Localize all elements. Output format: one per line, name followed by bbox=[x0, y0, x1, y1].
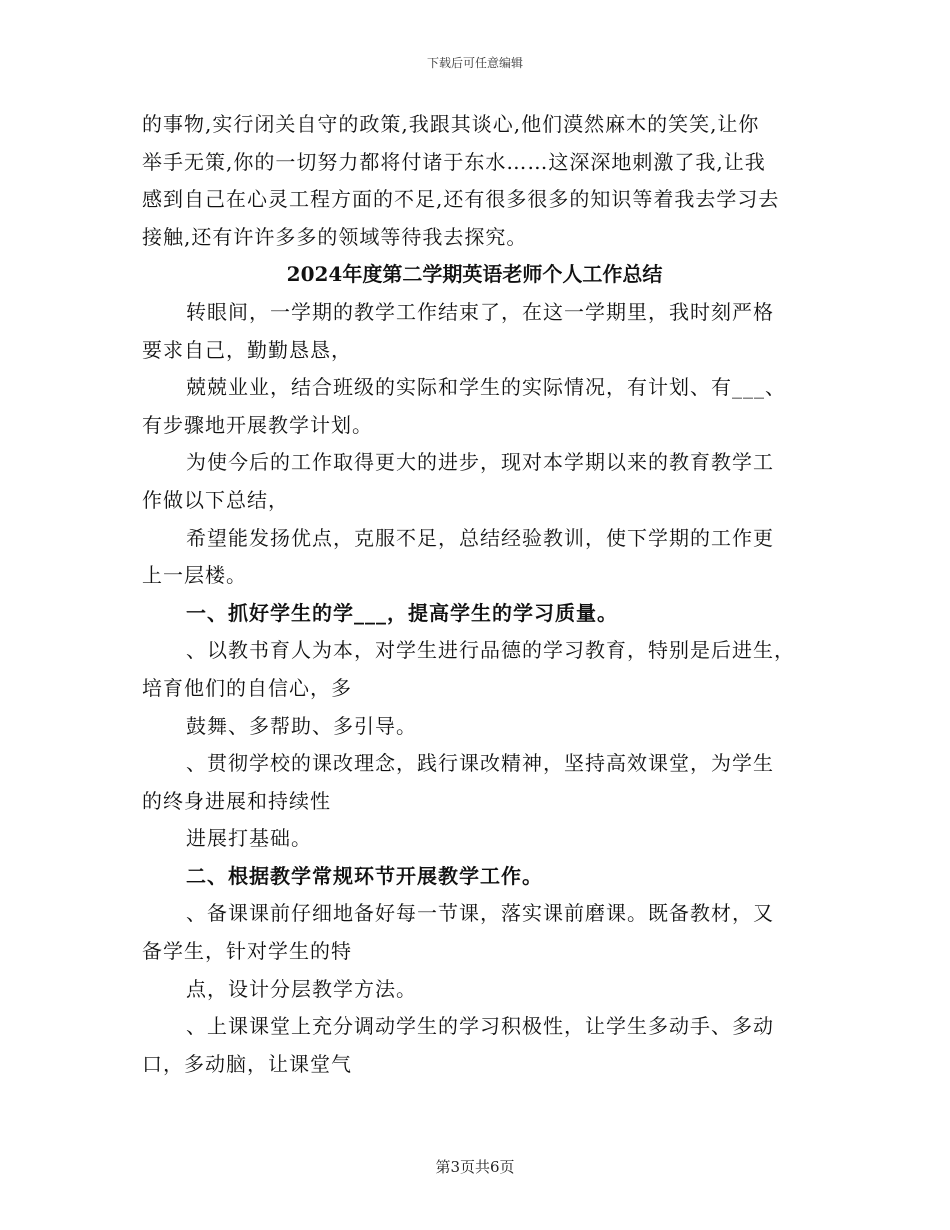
body-line: 上一层楼。 bbox=[142, 563, 247, 588]
body-line: 点，设计分层教学方法。 bbox=[186, 976, 417, 1001]
body-line: 要求自己，勤勤恳恳， bbox=[142, 337, 352, 362]
body-line: 的终身进展和持续性 bbox=[142, 788, 331, 813]
section-heading-2: 二、根据教学常规环节开展教学工作。 bbox=[186, 863, 543, 888]
body-line: 希望能发扬优点，克服不足，总结经验教训，使下学期的工作更 bbox=[186, 525, 774, 550]
body-line: 备学生，针对学生的特 bbox=[142, 939, 352, 964]
section-heading-1: 一、抓好学生的学___，提高学生的学习质量。 bbox=[186, 600, 618, 625]
body-line: 为使今后的工作取得更大的进步，现对本学期以来的教育教学工 bbox=[186, 450, 774, 475]
document-title: 2024年度第二学期英语老师个人工作总结 bbox=[286, 262, 663, 287]
body-line: 、备课课前仔细地备好每一节课，落实课前磨课。既备教材，又 bbox=[186, 901, 774, 926]
body-line: 的事物,实行闭关自守的政策,我跟其谈心,他们漠然麻木的笑笑,让你 bbox=[142, 112, 760, 136]
body-line: 兢兢业业，结合班级的实际和学生的实际情况，有计划、有___、 bbox=[186, 375, 786, 400]
body-line: 鼓舞、多帮助、多引导。 bbox=[186, 713, 417, 738]
body-line: 培育他们的自信心，多 bbox=[142, 675, 352, 700]
body-line: 、贯彻学校的课改理念，践行课改精神，坚持高效课堂，为学生 bbox=[186, 751, 774, 776]
page-number-footer: 第3页共6页 bbox=[435, 1158, 515, 1176]
body-line: 转眼间，一学期的教学工作结束了，在这一学期里，我时刻严格 bbox=[186, 299, 774, 324]
page-header-note: 下载后可任意编辑 bbox=[426, 56, 523, 70]
body-line: 进展打基础。 bbox=[186, 826, 312, 851]
body-line: 感到自己在心灵工程方面的不足,还有很多很多的知识等着我去学习去 bbox=[142, 187, 780, 212]
body-line: 接触,还有许许多多的领域等待我去探究。 bbox=[142, 224, 528, 249]
body-line: 、上课课堂上充分调动学生的学习积极性，让学生多动手、多动 bbox=[186, 1014, 774, 1039]
body-line: 口，多动脑，让课堂气 bbox=[142, 1051, 352, 1076]
document-body bbox=[142, 106, 807, 1083]
body-line: 作做以下总结， bbox=[142, 487, 289, 512]
body-line: 、以教书育人为本，对学生进行品德的学习教育，特别是后进生， bbox=[186, 638, 795, 663]
body-line: 举手无策,你的一切努力都将付诸于东水……这深深地刺激了我,让我 bbox=[142, 149, 766, 174]
body-line: 有步骤地开展教学计划。 bbox=[142, 412, 373, 437]
